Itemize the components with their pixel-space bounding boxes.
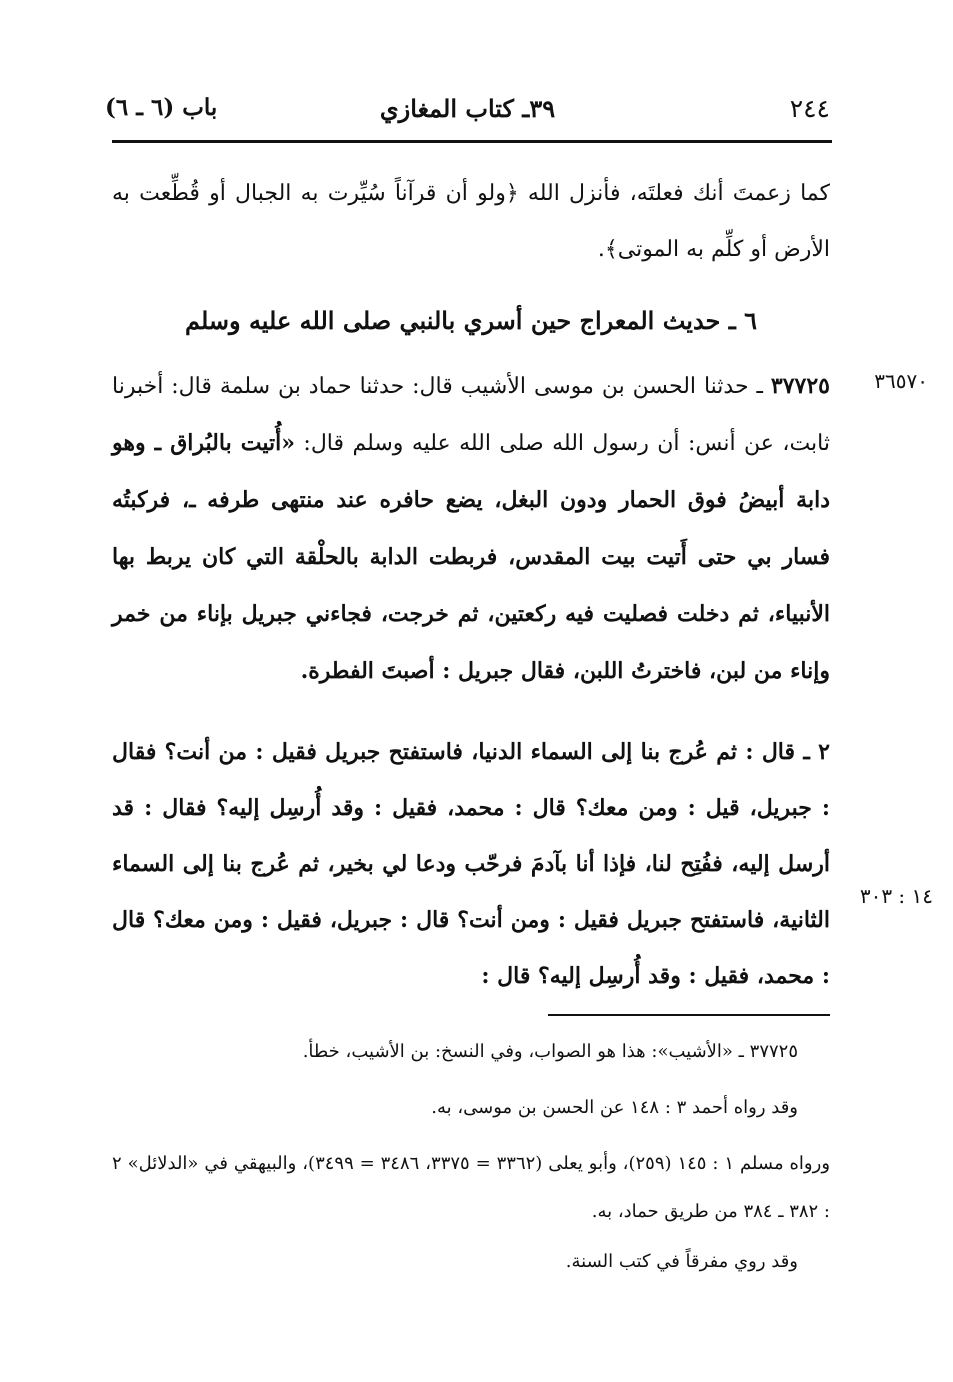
book-title: ٣٩ـ كتاب المغازي	[379, 94, 556, 123]
footnote-2: وقد رواه أحمد ٣ : ١٤٨ عن الحسن بن موسى، به.	[431, 1097, 798, 1118]
paragraph-two-part-a: ٢ ـ قال : ثم عُرج بنا إلى السماء الدنيا، فاستفتح جبريل فقيل : من أنت؟ فقال : جبريل، قيل : ومن معك؟ قال : محمد، فقيل : وقد أُرسِل إليه؟ فقال : قد أرسل إليه، ففُتِح لنا، فإذا أنا بآدمَ فرحّب ودعا لي بخير،	[112, 739, 830, 877]
page-number: ٢٤٤	[789, 94, 830, 123]
chapter-ref: باب (٦ ـ ٦)	[105, 94, 218, 121]
page-header	[105, 88, 830, 138]
margin-ref-2: ١٤ : ٣٠٣	[859, 884, 933, 908]
margin-ref-1: ٣٦٥٧٠	[874, 369, 928, 393]
footnote-4: وقد روي مفرقاً في كتب السنة.	[565, 1251, 798, 1272]
header-rule	[112, 140, 832, 143]
footnote-1: ٣٧٧٢٥ ـ «الأشيب»: هذا هو الصواب، وفي النسخ: بن الأشيب، خطأ.	[302, 1041, 798, 1062]
paragraph-two	[112, 724, 830, 1004]
intro-paragraph: كما زعمتَ أنك فعلتَه، فأنزل الله ﴿ولو أن قرآناً سُيِّرت به الجبال أو قُطِّعت به الأرض أو كلِّم به الموتى﴾.	[112, 181, 830, 262]
hadith-isnad: ـ حدثنا الحسن بن موسى الأشيب قال: حدثنا حماد بن سلمة قال: أخبرنا ثابت، عن أنس: أن رسول الله صلى الله عليه وسلم قال:	[112, 374, 830, 456]
hadith-paragraph	[112, 358, 830, 700]
hadith-matn: «أُتيت بالبُراق ـ وهو دابة أبيضُ فوق الحمار ودون البغل، يضع حافره عند منتهى طرفه ـ، فركبتُه فسار بي حتى أَتيت بيت المقدس، فربطت الدابة بالحلْقة التي كان يربط بها الأنبياء، ثم دخلت فصليت فيه ركعتين، ثم خرجت، فجاءني جبريل بإناء من خمر وإناء من لبن، فاخترتُ اللبن، فقال جبريل : أصبتَ الفطرة.	[112, 430, 830, 684]
footnote-rule	[548, 1014, 830, 1016]
paragraph-two-part-b: ثم عُرج بنا إلى السماء الثانية، فاستفتح جبريل فقيل : ومن أنت؟ قال : جبريل، فقيل : ومن معك؟ قال : محمد، فقيل : وقد أُرسِل إليه؟ قال :	[112, 851, 830, 989]
footnote-3: ورواه مسلم ١ : ١٤٥ (٢٥٩)، وأبو يعلى (٣٣٦٢ = ٣٣٧٥، ٣٤٨٦ = ٣٤٩٩)، والبيهقي في «الدلائل» ٢ : ٣٨٢ ـ ٣٨٤ من طريق حماد، به.	[112, 1153, 831, 1222]
section-heading: ٦ ـ حديث المعراج حين أسري بالنبي صلى الله عليه وسلم	[184, 306, 758, 335]
hadith-number: ٣٧٧٢٥	[770, 373, 830, 399]
